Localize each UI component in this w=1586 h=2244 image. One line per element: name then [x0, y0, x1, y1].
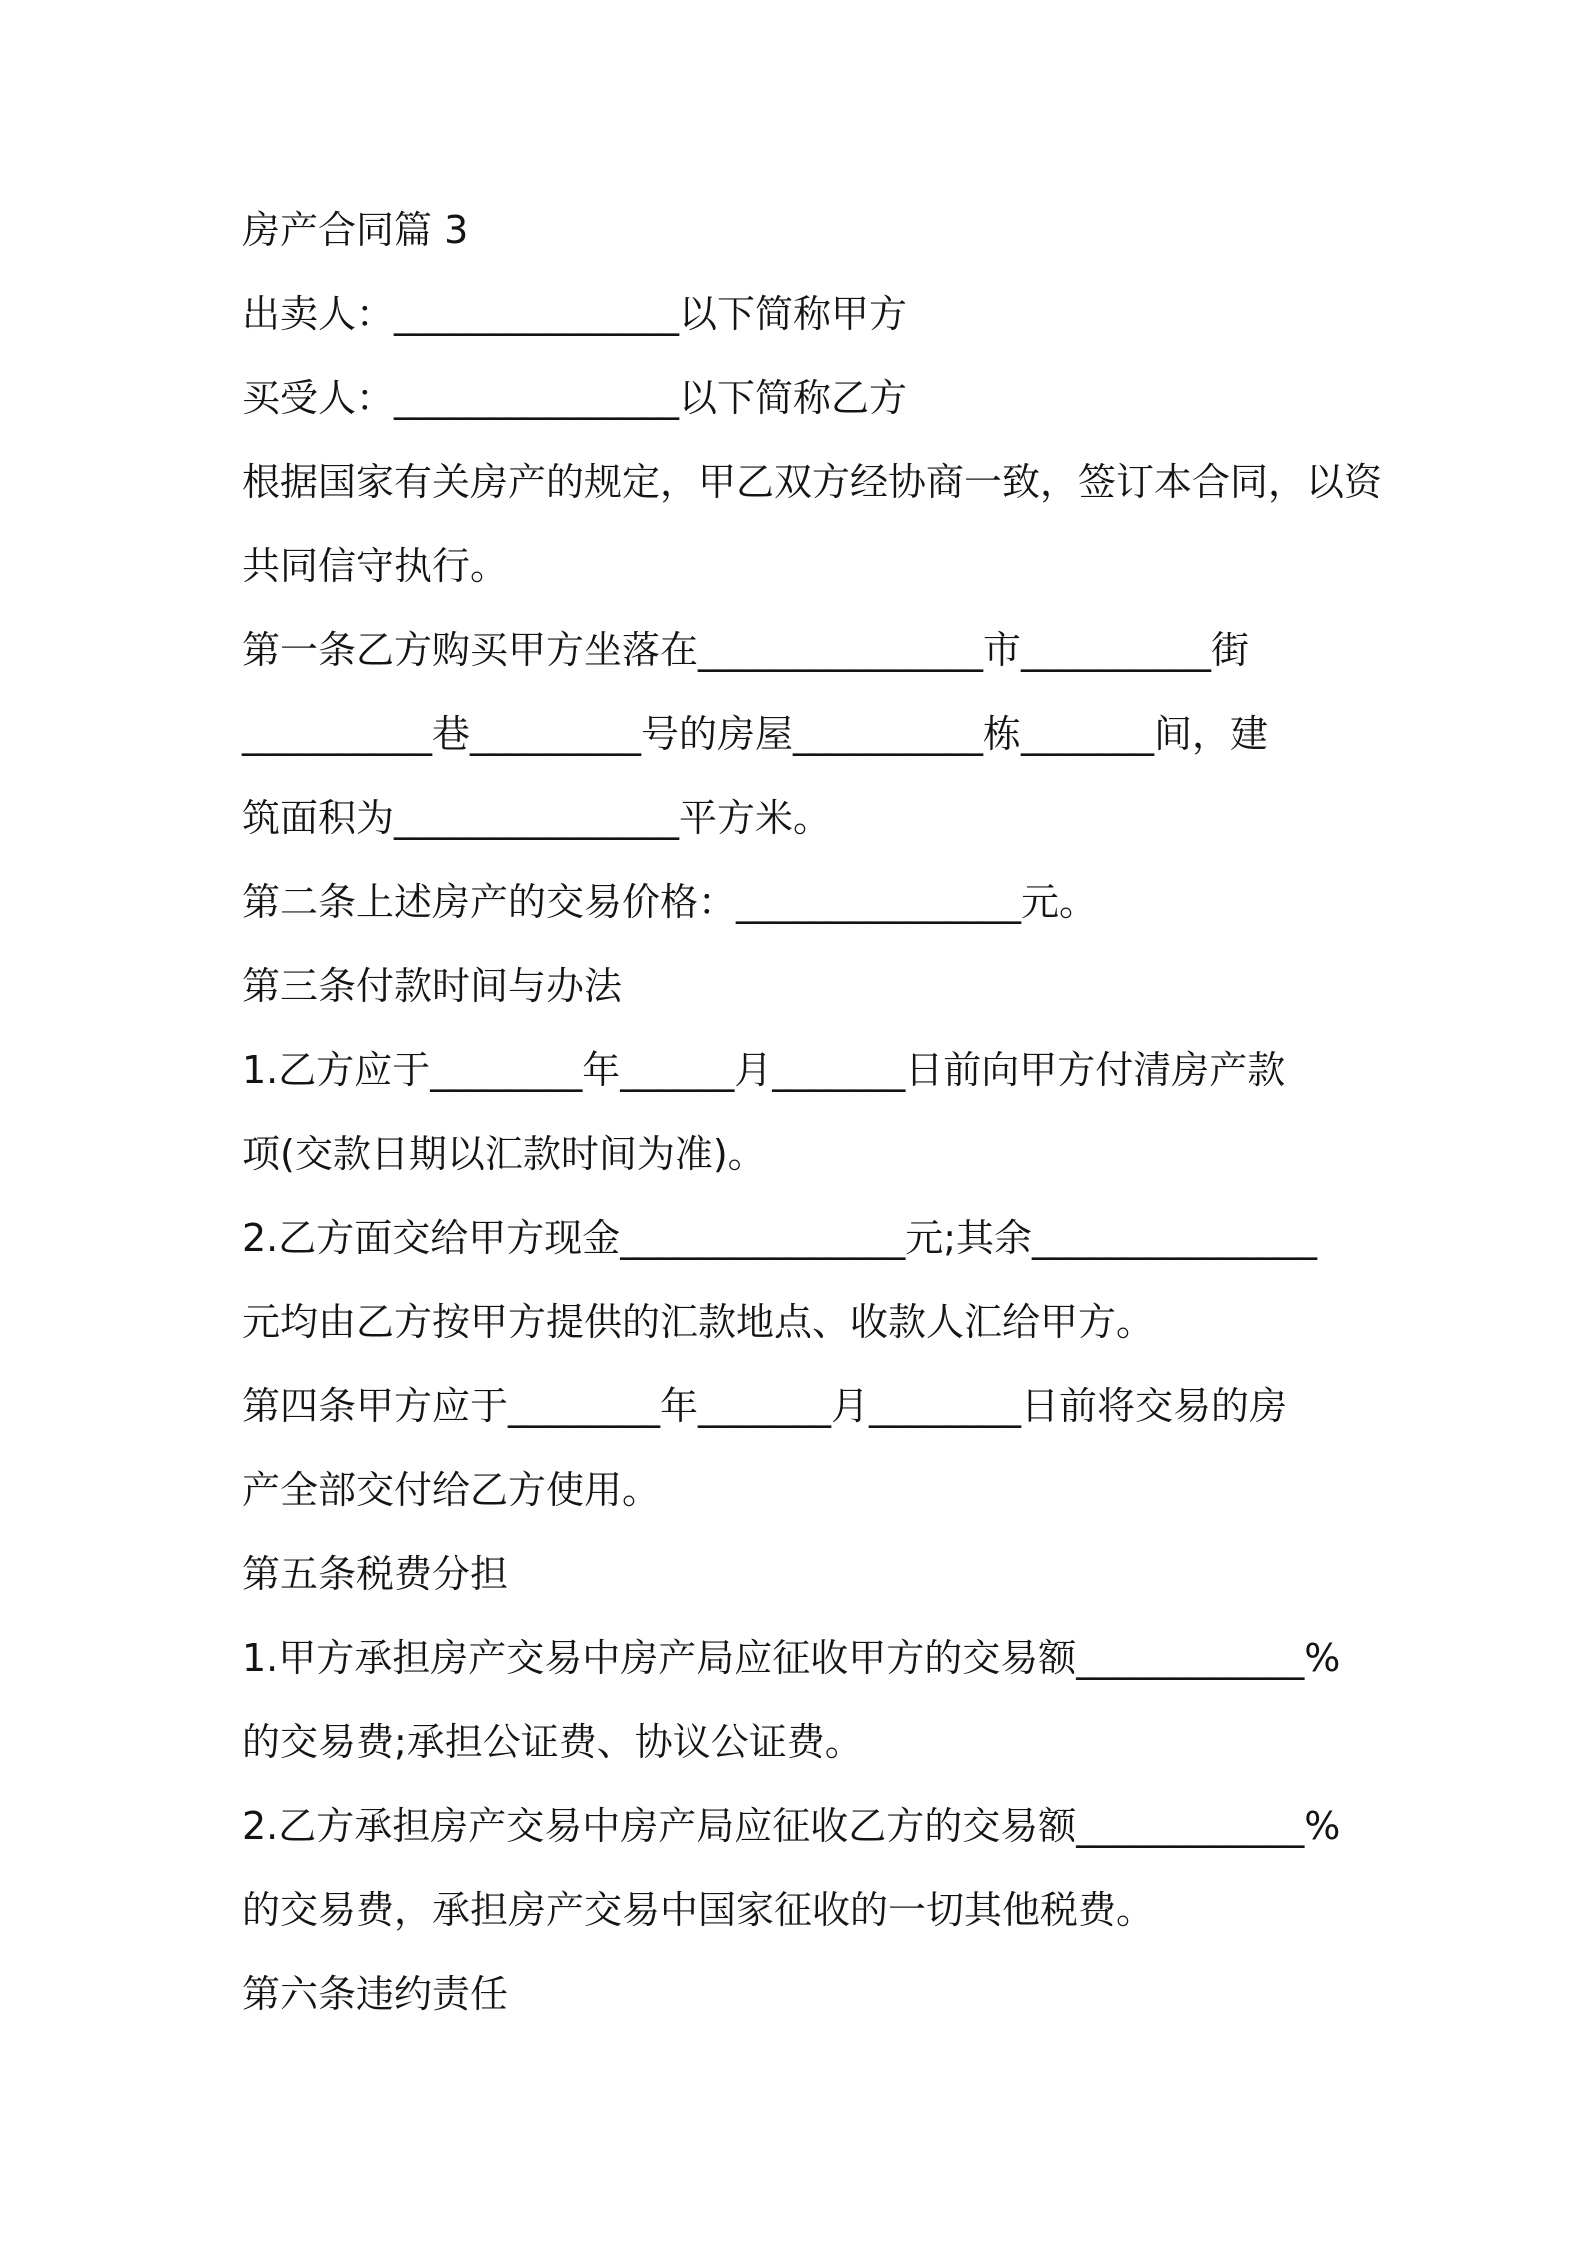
article-5-item-2-line-1: 2.乙方承担房产交易中房产局应征收乙方的交易额____________%: [242, 1804, 1341, 1848]
article-5-item-1-line-2: 的交易费;承担公证费、协议公证费。: [242, 1720, 863, 1764]
preamble-line-2: 共同信守执行。: [242, 544, 509, 588]
article-1-line-3: 筑面积为_______________平方米。: [242, 796, 832, 840]
article-2-line: 第二条上述房产的交易价格：_______________元。: [242, 880, 1098, 924]
article-3-item-1-line-1: 1.乙方应于________年______月_______日前向甲方付清房产款: [242, 1048, 1286, 1092]
preamble-line-1: 根据国家有关房产的规定，甲乙双方经协商一致，签订本合同，以资: [242, 460, 1383, 504]
article-3-item-2-line-1: 2.乙方面交给甲方现金_______________元;其余_______________: [242, 1216, 1318, 1260]
buyer-line: 买受人：_______________以下简称乙方: [242, 376, 908, 420]
seller-line: 出卖人：_______________以下简称甲方: [242, 292, 908, 336]
article-4-line-1: 第四条甲方应于________年_______月________日前将交易的房: [242, 1384, 1288, 1428]
article-5-item-2-line-2: 的交易费，承担房产交易中国家征收的一切其他税费。: [242, 1888, 1155, 1932]
contract-title: 房产合同篇 3: [242, 208, 469, 252]
article-3-item-2-line-2: 元均由乙方按甲方提供的汇款地点、收款人汇给甲方。: [242, 1300, 1155, 1344]
article-1-line-1: 第一条乙方购买甲方坐落在_______________市__________街: [242, 628, 1250, 672]
article-4-line-2: 产全部交付给乙方使用。: [242, 1468, 661, 1512]
article-5-item-1-line-1: 1.甲方承担房产交易中房产局应征收甲方的交易额____________%: [242, 1636, 1341, 1680]
article-6-heading: 第六条违约责任: [242, 1972, 509, 2016]
article-3-heading: 第三条付款时间与办法: [242, 964, 623, 1008]
article-5-heading: 第五条税费分担: [242, 1552, 509, 1596]
article-1-line-2: __________巷_________号的房屋__________栋_______间，建: [242, 712, 1269, 756]
article-3-item-1-line-2: 项(交款日期以汇款时间为准)。: [242, 1132, 766, 1176]
